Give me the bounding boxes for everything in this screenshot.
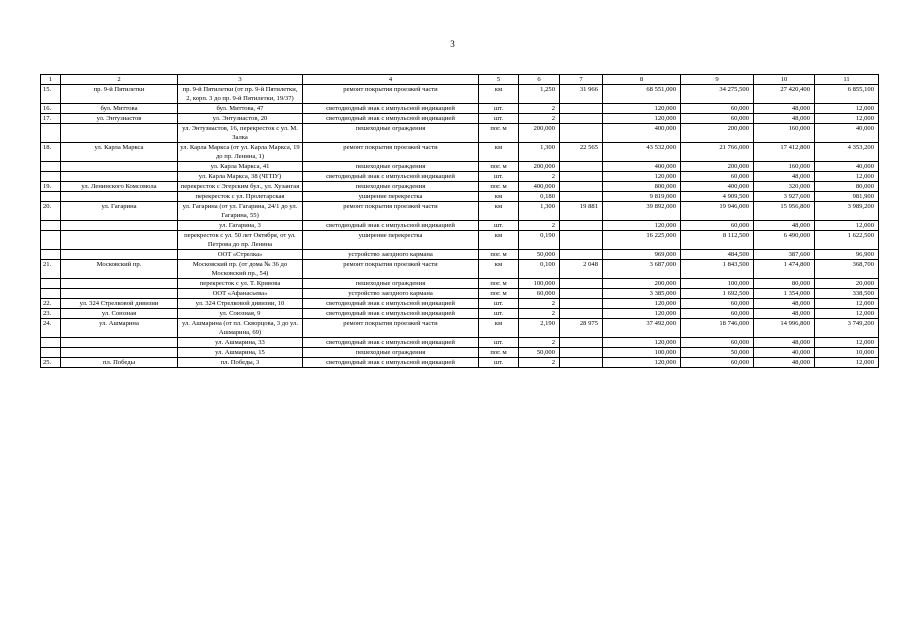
table-cell: ремонт покрытия проезжей части bbox=[303, 319, 479, 338]
table-cell: 80,000 bbox=[815, 182, 879, 192]
table-cell: 2 bbox=[519, 221, 560, 231]
table-cell: пешеходные ограждения bbox=[303, 348, 479, 358]
table-row bbox=[41, 202, 879, 221]
table-cell: пог. м bbox=[479, 348, 519, 358]
table-cell: пог. м bbox=[479, 279, 519, 289]
column-number-cell: 7 bbox=[560, 75, 603, 85]
table-cell: ул. Карла Маркса, 41 bbox=[178, 162, 303, 172]
table-cell: ремонт покрытия проезжей части bbox=[303, 143, 479, 162]
table-cell: 484,500 bbox=[681, 250, 754, 260]
table-cell: шт. bbox=[479, 172, 519, 182]
table-cell: 28 975 bbox=[560, 319, 603, 338]
table-cell: км bbox=[479, 85, 519, 104]
table-cell: 1,300 bbox=[519, 202, 560, 221]
table-cell: ул. 324 Стрелковой дивизии, 10 bbox=[178, 299, 303, 309]
table-cell: 4 909,500 bbox=[681, 192, 754, 202]
table-row bbox=[41, 348, 879, 358]
table-cell: 0,180 bbox=[519, 192, 560, 202]
table-cell: 60,000 bbox=[681, 114, 754, 124]
table-cell: ул. Ашмарина, 33 bbox=[178, 338, 303, 348]
table-cell bbox=[41, 289, 61, 299]
table-cell: 12,000 bbox=[815, 114, 879, 124]
table-cell: ул. Гагарина, 3 bbox=[178, 221, 303, 231]
table-cell bbox=[560, 299, 603, 309]
table-cell bbox=[560, 114, 603, 124]
table-cell: км bbox=[479, 192, 519, 202]
table-cell bbox=[61, 231, 178, 250]
table-cell: светодиодный знак с импульсной индикацией bbox=[303, 221, 479, 231]
table-cell: светодиодный знак с импульсной индикацией bbox=[303, 104, 479, 114]
table-cell: пл. Победы bbox=[61, 358, 178, 368]
table-cell: ремонт покрытия проезжей части bbox=[303, 260, 479, 279]
table-cell: 60,000 bbox=[519, 289, 560, 299]
table-cell: 12,000 bbox=[815, 338, 879, 348]
table-cell: км bbox=[479, 143, 519, 162]
table-cell: 14 996,800 bbox=[754, 319, 815, 338]
table-cell: устройство заездного кармана bbox=[303, 250, 479, 260]
table-cell: 20. bbox=[41, 202, 61, 221]
table-cell: пешеходные ограждения bbox=[303, 124, 479, 143]
table-cell: ул. Союзная bbox=[61, 309, 178, 319]
table-cell: 20,000 bbox=[815, 279, 879, 289]
table-cell bbox=[560, 172, 603, 182]
table-cell: 18. bbox=[41, 143, 61, 162]
table-row bbox=[41, 104, 879, 114]
table-cell: ремонт покрытия проезжей части bbox=[303, 202, 479, 221]
table-cell: 100,000 bbox=[603, 348, 681, 358]
table-row bbox=[41, 85, 879, 104]
table-cell: 60,000 bbox=[681, 172, 754, 182]
table-cell: 120,000 bbox=[603, 309, 681, 319]
table-cell: 400,000 bbox=[603, 124, 681, 143]
table-cell bbox=[560, 162, 603, 172]
column-number-cell: 1 bbox=[41, 75, 61, 85]
table-cell: 48,000 bbox=[754, 299, 815, 309]
column-number-cell: 4 bbox=[303, 75, 479, 85]
table-row bbox=[41, 260, 879, 279]
table-cell: 21. bbox=[41, 260, 61, 279]
table-cell: светодиодный знак с импульсной индикацией bbox=[303, 358, 479, 368]
table-cell: 1 622,500 bbox=[815, 231, 879, 250]
table-cell bbox=[560, 358, 603, 368]
table-cell: светодиодный знак с импульсной индикацией bbox=[303, 114, 479, 124]
table-cell: 3 385,000 bbox=[603, 289, 681, 299]
table-row bbox=[41, 289, 879, 299]
table-cell: ул. Ленинского Комсомола bbox=[61, 182, 178, 192]
table-cell: Московский пр. bbox=[61, 260, 178, 279]
table-cell: 48,000 bbox=[754, 172, 815, 182]
table-row bbox=[41, 279, 879, 289]
table-cell: ООТ «Афанасьева» bbox=[178, 289, 303, 299]
table-cell: 37 492,000 bbox=[603, 319, 681, 338]
table-cell: 2 bbox=[519, 338, 560, 348]
column-number-cell: 8 bbox=[603, 75, 681, 85]
table-cell: 9 819,000 bbox=[603, 192, 681, 202]
table-cell: 1 354,000 bbox=[754, 289, 815, 299]
table-cell: 1 692,500 bbox=[681, 289, 754, 299]
table-cell: 1 843,500 bbox=[681, 260, 754, 279]
table-row bbox=[41, 192, 879, 202]
table-cell: 400,000 bbox=[681, 182, 754, 192]
table-cell: ул. Ашмарина (от пл. Скворцова, 3 до ул. Ашмарина, 69) bbox=[178, 319, 303, 338]
table-cell: 50,000 bbox=[519, 250, 560, 260]
table-cell: 120,000 bbox=[603, 221, 681, 231]
table-row bbox=[41, 172, 879, 182]
table-cell bbox=[560, 192, 603, 202]
table-cell: 18 746,000 bbox=[681, 319, 754, 338]
table-cell: шт. bbox=[479, 358, 519, 368]
table-row bbox=[41, 182, 879, 192]
table-cell: 12,000 bbox=[815, 104, 879, 114]
table-cell bbox=[560, 104, 603, 114]
table-cell: устройство заездного кармана bbox=[303, 289, 479, 299]
table-row bbox=[41, 231, 879, 250]
table-cell: 2 bbox=[519, 172, 560, 182]
table-cell: 43 532,000 bbox=[603, 143, 681, 162]
table-cell: ул. Энтузиастов, 20 bbox=[178, 114, 303, 124]
table-cell bbox=[41, 221, 61, 231]
table-cell: 368,700 bbox=[815, 260, 879, 279]
table-row bbox=[41, 299, 879, 309]
table-cell: км bbox=[479, 319, 519, 338]
column-number-cell: 2 bbox=[61, 75, 178, 85]
table-cell: ул. Ашмарина, 15 bbox=[178, 348, 303, 358]
table-cell bbox=[41, 192, 61, 202]
table-cell bbox=[560, 250, 603, 260]
table-cell: 2 048 bbox=[560, 260, 603, 279]
table-row bbox=[41, 358, 879, 368]
table-cell: 10,000 bbox=[815, 348, 879, 358]
table-cell: 50,000 bbox=[681, 348, 754, 358]
table-cell: 48,000 bbox=[754, 221, 815, 231]
table-cell bbox=[61, 250, 178, 260]
table-cell: 400,000 bbox=[519, 182, 560, 192]
table-cell: 320,000 bbox=[754, 182, 815, 192]
table-cell: шт. bbox=[479, 338, 519, 348]
table-cell bbox=[61, 162, 178, 172]
table-cell: 2 bbox=[519, 358, 560, 368]
table-cell: 60,000 bbox=[681, 299, 754, 309]
table-cell: ул. Гагарина bbox=[61, 202, 178, 221]
table-cell: 200,000 bbox=[603, 279, 681, 289]
table-cell: 120,000 bbox=[603, 358, 681, 368]
table-cell: 60,000 bbox=[681, 338, 754, 348]
table-cell: 120,000 bbox=[603, 299, 681, 309]
table-cell: пог. м bbox=[479, 250, 519, 260]
table-cell bbox=[41, 338, 61, 348]
table-cell: светодиодный знак с импульсной индикацией bbox=[303, 299, 479, 309]
table-cell: 12,000 bbox=[815, 172, 879, 182]
table-cell: 100,000 bbox=[519, 279, 560, 289]
table-cell: 4 353,200 bbox=[815, 143, 879, 162]
table-cell: светодиодный знак с импульсной индикацией bbox=[303, 309, 479, 319]
table-cell: 16. bbox=[41, 104, 61, 114]
table-cell: 80,000 bbox=[754, 279, 815, 289]
table-row bbox=[41, 309, 879, 319]
table-cell: км bbox=[479, 260, 519, 279]
table-cell: 24. bbox=[41, 319, 61, 338]
table-cell bbox=[560, 309, 603, 319]
table-cell: ООТ «Стрелка» bbox=[178, 250, 303, 260]
table-cell: ул. Ашмарина bbox=[61, 319, 178, 338]
table-cell: 16 225,000 bbox=[603, 231, 681, 250]
table-cell bbox=[61, 348, 178, 358]
table-cell bbox=[41, 231, 61, 250]
column-number-cell: 6 bbox=[519, 75, 560, 85]
table-cell: 12,000 bbox=[815, 358, 879, 368]
table-cell: 120,000 bbox=[603, 114, 681, 124]
table-cell: 200,000 bbox=[519, 162, 560, 172]
table-cell: 22 565 bbox=[560, 143, 603, 162]
table-cell bbox=[41, 279, 61, 289]
table-cell bbox=[41, 250, 61, 260]
table-cell: 400,000 bbox=[603, 162, 681, 172]
table-cell: 2 bbox=[519, 114, 560, 124]
table-cell: 3 687,000 bbox=[603, 260, 681, 279]
table-cell: 21 766,000 bbox=[681, 143, 754, 162]
table-cell: перекресток с ул. Т. Кривова bbox=[178, 279, 303, 289]
table-cell: 200,000 bbox=[519, 124, 560, 143]
table-cell: 120,000 bbox=[603, 338, 681, 348]
table-cell: 39 892,000 bbox=[603, 202, 681, 221]
table-cell: 12,000 bbox=[815, 309, 879, 319]
table-row bbox=[41, 338, 879, 348]
table-cell: ул. Карла Маркса bbox=[61, 143, 178, 162]
table-row bbox=[41, 114, 879, 124]
page-number: 3 bbox=[450, 39, 455, 49]
table-cell: км bbox=[479, 202, 519, 221]
column-number-cell: 9 bbox=[681, 75, 754, 85]
table-cell: пешеходные ограждения bbox=[303, 182, 479, 192]
column-number-cell: 3 bbox=[178, 75, 303, 85]
table-cell: 8 112,500 bbox=[681, 231, 754, 250]
table-cell: 160,000 bbox=[754, 124, 815, 143]
table-cell: 50,000 bbox=[519, 348, 560, 358]
table-cell bbox=[560, 289, 603, 299]
table-cell: пешеходные ограждения bbox=[303, 279, 479, 289]
table-cell: 60,000 bbox=[681, 358, 754, 368]
table-cell bbox=[41, 124, 61, 143]
table-cell bbox=[41, 172, 61, 182]
table-row bbox=[41, 319, 879, 338]
table-cell bbox=[560, 231, 603, 250]
table-cell: 2 bbox=[519, 104, 560, 114]
table-row bbox=[41, 162, 879, 172]
table-cell: 120,000 bbox=[603, 104, 681, 114]
table-cell: 0,100 bbox=[519, 260, 560, 279]
table-cell bbox=[61, 289, 178, 299]
table-cell: 12,000 bbox=[815, 221, 879, 231]
table-cell: 6 490,000 bbox=[754, 231, 815, 250]
table-cell: 48,000 bbox=[754, 114, 815, 124]
table-cell: шт. bbox=[479, 104, 519, 114]
table-cell: 48,000 bbox=[754, 309, 815, 319]
table-cell: 60,000 bbox=[681, 104, 754, 114]
table-cell: пог. м bbox=[479, 124, 519, 143]
table-cell: 60,000 bbox=[681, 221, 754, 231]
table-cell: 1,300 bbox=[519, 143, 560, 162]
table-cell: 48,000 bbox=[754, 104, 815, 114]
table-cell: 3 989,200 bbox=[815, 202, 879, 221]
table-cell: 981,900 bbox=[815, 192, 879, 202]
table-cell: 23. bbox=[41, 309, 61, 319]
table-cell: 12,000 bbox=[815, 299, 879, 309]
table-cell: 25. bbox=[41, 358, 61, 368]
table-cell: ул. Гагарина (от ул. Гагарина, 24/1 до ул. Гагарина, 55) bbox=[178, 202, 303, 221]
table-header-row bbox=[41, 75, 879, 85]
table-cell: светодиодный знак с импульсной индикацией bbox=[303, 172, 479, 182]
table-cell: 0,190 bbox=[519, 231, 560, 250]
table-cell: ул. Карла Маркса, 38 (ЧГПУ) bbox=[178, 172, 303, 182]
table-cell bbox=[61, 172, 178, 182]
table-cell: 2 bbox=[519, 309, 560, 319]
table-cell bbox=[560, 279, 603, 289]
table-cell: Московский пр. (от дома № 36 до Московский пр., 54) bbox=[178, 260, 303, 279]
table-cell bbox=[61, 279, 178, 289]
table-cell: 68 551,000 bbox=[603, 85, 681, 104]
table-cell bbox=[61, 124, 178, 143]
table-cell: 6 855,100 bbox=[815, 85, 879, 104]
table-cell: 34 275,500 bbox=[681, 85, 754, 104]
table-cell: 22. bbox=[41, 299, 61, 309]
table-cell: 15. bbox=[41, 85, 61, 104]
table-cell: км bbox=[479, 231, 519, 250]
table-cell: 387,600 bbox=[754, 250, 815, 260]
table-cell: 60,000 bbox=[681, 309, 754, 319]
table-cell bbox=[41, 162, 61, 172]
table-cell: светодиодный знак с импульсной индикацией bbox=[303, 338, 479, 348]
column-number-cell: 10 bbox=[754, 75, 815, 85]
table-cell: шт. bbox=[479, 114, 519, 124]
table-cell: уширение перекрестка bbox=[303, 192, 479, 202]
table-cell: 27 420,400 bbox=[754, 85, 815, 104]
table-cell: бул. Миттова bbox=[61, 104, 178, 114]
table-cell: 19. bbox=[41, 182, 61, 192]
table-cell: пр. 9-й Пятилетки (от пр. 9-й Пятилетки, 2, корп. 3 до пр. 9-й Пятилетки, 19/37) bbox=[178, 85, 303, 104]
table-cell: 17 412,800 bbox=[754, 143, 815, 162]
column-number-cell: 5 bbox=[479, 75, 519, 85]
table-cell: шт. bbox=[479, 309, 519, 319]
table-cell bbox=[560, 338, 603, 348]
table-cell: 48,000 bbox=[754, 358, 815, 368]
table-cell: 48,000 bbox=[754, 338, 815, 348]
table-cell bbox=[560, 182, 603, 192]
works-table bbox=[40, 74, 879, 368]
table-cell: 100,000 bbox=[681, 279, 754, 289]
table-cell: 800,000 bbox=[603, 182, 681, 192]
table-cell: шт. bbox=[479, 299, 519, 309]
table-cell: 160,000 bbox=[754, 162, 815, 172]
table-cell: 40,000 bbox=[815, 162, 879, 172]
table-cell: ул. Энтузиастов, 16, перекресток с ул. М. Залка bbox=[178, 124, 303, 143]
table-cell: 3 927,600 bbox=[754, 192, 815, 202]
table-cell: шт. bbox=[479, 221, 519, 231]
table-cell: 17. bbox=[41, 114, 61, 124]
table-cell: ул. Карла Маркса (от ул. Карла Маркса, 19 до пр. Ленина, 1) bbox=[178, 143, 303, 162]
table-cell: 1 474,800 bbox=[754, 260, 815, 279]
table-cell: уширение перекрестка bbox=[303, 231, 479, 250]
table-cell: 200,000 bbox=[681, 162, 754, 172]
table-cell bbox=[61, 338, 178, 348]
table-cell: перекресток с Эгерским бул., ул. Хузангая bbox=[178, 182, 303, 192]
table-cell: 2,190 bbox=[519, 319, 560, 338]
table-cell: ремонт покрытия проезжей части bbox=[303, 85, 479, 104]
table-cell: пр. 9-й Пятилетки bbox=[61, 85, 178, 104]
table-cell: 3 749,200 bbox=[815, 319, 879, 338]
table-cell: 19 881 bbox=[560, 202, 603, 221]
table-cell: ул. Энтузиастов bbox=[61, 114, 178, 124]
table-cell: 200,000 bbox=[681, 124, 754, 143]
table-row bbox=[41, 143, 879, 162]
table-cell bbox=[560, 221, 603, 231]
table-cell: перекресток с ул. 50 лет Октября, от ул. Петрова до пр. Ленина bbox=[178, 231, 303, 250]
table-cell: пог. м bbox=[479, 162, 519, 172]
table-cell: бул. Миттова, 47 bbox=[178, 104, 303, 114]
table-cell: 120,000 bbox=[603, 172, 681, 182]
table-cell: 96,900 bbox=[815, 250, 879, 260]
table-cell bbox=[41, 348, 61, 358]
table-cell: ул. Союзная, 9 bbox=[178, 309, 303, 319]
table-cell: 338,500 bbox=[815, 289, 879, 299]
table-row bbox=[41, 221, 879, 231]
table-cell bbox=[560, 124, 603, 143]
table-cell bbox=[61, 192, 178, 202]
table-cell bbox=[61, 221, 178, 231]
table-cell: 969,000 bbox=[603, 250, 681, 260]
table-row bbox=[41, 124, 879, 143]
table-cell: 40,000 bbox=[754, 348, 815, 358]
table-cell: пог. м bbox=[479, 289, 519, 299]
table-cell: 15 956,800 bbox=[754, 202, 815, 221]
table-cell: 2 bbox=[519, 299, 560, 309]
table-cell: пог. м bbox=[479, 182, 519, 192]
column-number-cell: 11 bbox=[815, 75, 879, 85]
table-cell: 31 966 bbox=[560, 85, 603, 104]
table-cell: пл. Победы, 3 bbox=[178, 358, 303, 368]
table-cell: 1,250 bbox=[519, 85, 560, 104]
table-cell bbox=[560, 348, 603, 358]
table-cell: 40,000 bbox=[815, 124, 879, 143]
table-cell: перекресток с ул. Пролетарская bbox=[178, 192, 303, 202]
table-cell: ул. 324 Стрелковой дивизии bbox=[61, 299, 178, 309]
table-cell: пешеходные ограждения bbox=[303, 162, 479, 172]
table-cell: 19 946,000 bbox=[681, 202, 754, 221]
table-row bbox=[41, 250, 879, 260]
